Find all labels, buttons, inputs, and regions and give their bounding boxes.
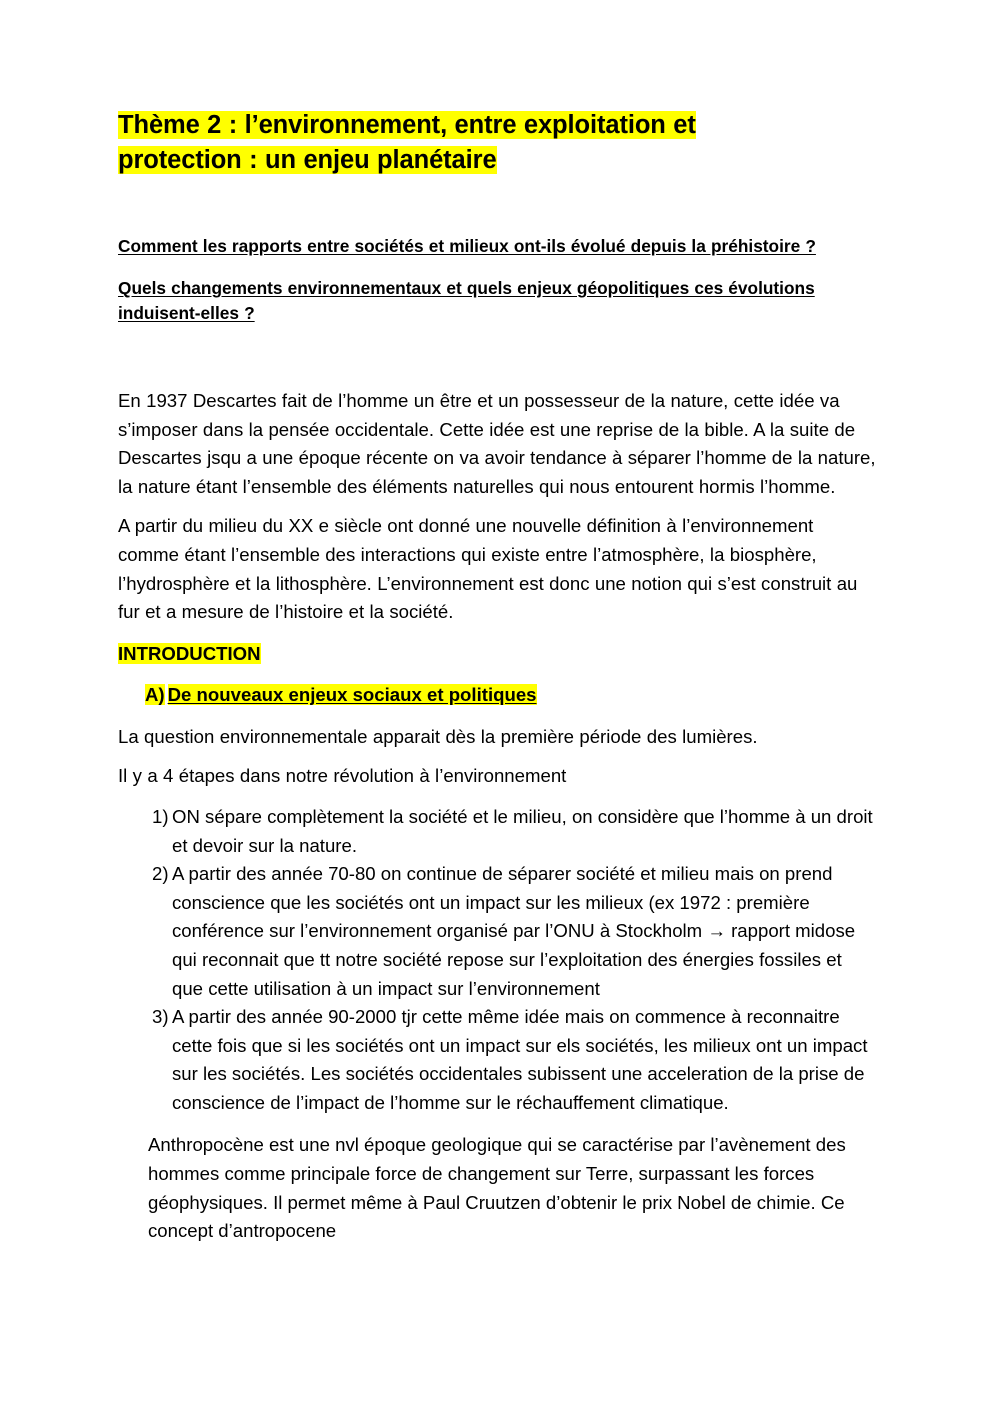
list-item-text: ON sépare complètement la société et le milieu, on considère que l’homme à un droit et devoir sur la nature. — [172, 805, 873, 856]
intro-paragraph-1: En 1937 Descartes fait de l’homme un être et un possesseur de la nature, cette idée va s’imposer dans la pensée occidentale. Cette idée est une reprise de la bible. A la suite de Descartes jsqu a une époque récente on va avoir tendance à séparer l’homme de la nature, la nature étant l’ensemble des éléments naturelles qui nous entourent hormis l’homme. — [118, 390, 876, 497]
list-item-text: A partir des année 90-2000 tjr cette même idée mais on commence à reconnaitre cette fois que si les sociétés ont un impact sur els sociétés, les milieux ont un impact sur les sociétés. Les sociétés occidentales subissent une acceleration de la prise de conscience de l’impact de l’homme sur le réchauffement climatique. — [172, 1006, 868, 1113]
title-highlight-2a: protection — [118, 146, 242, 174]
list-item-marker: 3) — [152, 1006, 169, 1028]
list-item — [118, 1003, 876, 1117]
list-item-marker: 2) — [152, 863, 169, 885]
after-heading-paragraph-1: La question environnementale apparait dès la première période des lumières. — [118, 725, 758, 747]
list-item — [118, 803, 876, 860]
list-item-text: A partir des année 70-80 on continue de séparer société et milieu mais on prend conscience que les sociétés ont un impact sur les milieux (ex 1972 : première conférence sur l’environnement organisé par l’ONU à Stockholm → rapport midose qui reconnait que tt notre société repose sur l’exploitation des énergies fossiles et que cette utilisation à un impact sur l’environnement — [172, 863, 856, 999]
guiding-question-1: Comment les rapports entre sociétés et milieux ont-ils évolué depuis la préhistoire ? — [118, 236, 816, 256]
title-highlight-1: Thème 2 : l’environnement, entre exploitation et — [118, 111, 696, 139]
intro-paragraph-2: A partir du milieu du XX e siècle ont donné une nouvelle définition à l’environnement comme étant l’ensemble des interactions qui existe entre l’atmosphère, la biosphère, l’hydrosphère et la lithosphère. L’environnement est donc une notion qui s’est construit au fur et a mesure de l’histoire et la société. — [118, 515, 858, 623]
guiding-questions — [118, 234, 876, 326]
title-highlight-2b: : un enjeu planétaire — [241, 146, 497, 174]
section-heading-highlight: INTRODUCTION — [118, 642, 261, 664]
section-heading-introduction — [118, 640, 876, 668]
subsection-heading-a — [118, 681, 876, 709]
document-content — [118, 108, 876, 1246]
subsection-label: De nouveaux enjeux sociaux et politiques — [167, 683, 537, 705]
list-item-marker: 1) — [152, 805, 169, 827]
guiding-question-2: Quels changements environnementaux et quels enjeux géopolitiques ces évolutions induisent-elles ? — [118, 278, 815, 323]
after-heading-paragraph-2: Il y a 4 étapes dans notre révolution à l’environnement — [118, 765, 567, 787]
closing-paragraph: Anthropocène est une nvl époque geologique qui se caractérise par l’avènement des hommes comme principale force de changement sur Terre, surpassant les forces géophysiques. Il permet même à Paul Cruutzen d’obtenir le prix Nobel de chimie. Ce concept d’antropocene — [148, 1134, 846, 1242]
title-line-1 — [118, 108, 876, 143]
steps-list — [118, 803, 876, 1118]
list-item — [118, 860, 876, 1003]
title-line-2 — [118, 143, 876, 178]
subsection-marker: A) — [145, 683, 165, 705]
page-title — [118, 108, 876, 178]
